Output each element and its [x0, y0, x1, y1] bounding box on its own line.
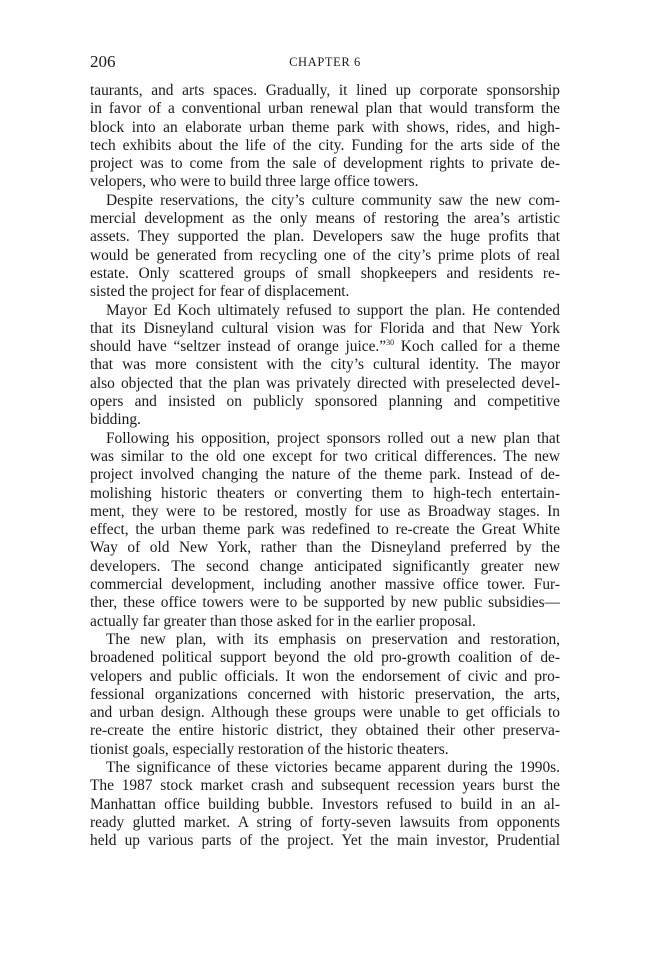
text-line: opers and insisted on publicly sponsored planning and competitive	[90, 393, 560, 411]
text-line: sisted the project for fear of displacement.	[90, 283, 350, 301]
text-line: project involved changing the nature of the theme park. Instead of de-	[90, 466, 560, 484]
text-line: ther, these office towers were to be supported by new public subsidies—	[90, 594, 560, 612]
text-line: was similar to the old one except for two critical differences. The new	[90, 447, 560, 465]
text-line: fessional organizations concerned with historic preservation, the arts,	[90, 685, 560, 703]
text-line: velopers and public officials. It won the endorsement of civic and pro-	[90, 667, 560, 685]
text-line: Despite reservations, the city’s culture community saw the new com-	[106, 191, 560, 209]
text-line: in favor of a conventional urban renewal plan that would transform the	[90, 100, 560, 118]
text-line	[90, 338, 560, 356]
text-line: Following his opposition, project sponsors rolled out a new plan that	[106, 429, 560, 447]
paragraph	[90, 82, 560, 192]
paragraph	[90, 631, 560, 759]
text-line: bidding.	[90, 411, 141, 429]
text-line: also objected that the plan was privately directed with preselected devel-	[90, 374, 560, 392]
text-line: effect, the urban theme park was redefined to re-create the Great White	[90, 521, 560, 539]
text-line: would be generated from recycling one of the city’s prime plots of real	[90, 246, 560, 264]
text-line: broadened political support beyond the old pro-growth coalition of de-	[90, 649, 560, 667]
paragraph	[90, 430, 560, 631]
text-line: tionist goals, especially restoration of the historic theaters.	[90, 740, 449, 758]
text-line: molishing historic theaters or converting them to high-tech entertain-	[90, 484, 560, 502]
text-line: developers. The second change anticipated significantly greater new	[90, 557, 560, 575]
book-page	[90, 52, 560, 850]
text-line: assets. They supported the plan. Developers saw the huge profits that	[90, 228, 560, 246]
text-line: and urban design. Although these groups were unable to get officials to	[90, 704, 560, 722]
running-head	[90, 52, 560, 78]
text-line: commercial development, including another massive office tower. Fur-	[90, 576, 560, 594]
page-number: 206	[90, 52, 116, 71]
text-line: tech exhibits about the life of the city. Funding for the arts side of the	[90, 136, 560, 154]
text-line: that was more consistent with the city’s cultural identity. The mayor	[90, 356, 560, 374]
text-line: ready glutted market. A string of forty-seven lawsuits from opponents	[90, 813, 560, 831]
text-fragment: should have “seltzer instead of orange juice.”	[90, 338, 387, 356]
chapter-heading: CHAPTER 6	[289, 55, 361, 69]
text-line: ment, they were to be restored, mostly for use as Broadway stages. In	[90, 502, 560, 520]
text-line: taurants, and arts spaces. Gradually, it lined up corporate sponsorship	[90, 82, 560, 99]
text-line: block into an elaborate urban theme park with shows, rides, and high-	[90, 118, 560, 136]
text-fragment: Koch called for a theme	[394, 338, 560, 356]
footnote-marker: 30	[386, 338, 395, 348]
text-line: re-create the entire historic district, they obtained their other preserva-	[90, 722, 560, 740]
text-line: Way of old New York, rather than the Disneyland preferred by the	[90, 539, 560, 557]
text-line: estate. Only scattered groups of small shopkeepers and residents re-	[90, 264, 560, 282]
text-line: The new plan, with its emphasis on preservation and restoration,	[106, 630, 560, 648]
text-line: project was to come from the sale of development rights to private de-	[90, 155, 560, 173]
paragraph	[90, 302, 560, 430]
text-line: Manhattan office building bubble. Investors refused to build in an al-	[90, 795, 560, 813]
paragraph	[90, 759, 560, 850]
text-line: mercial development as the only means of restoring the area’s artistic	[90, 210, 560, 228]
text-line: Mayor Ed Koch ultimately refused to support the plan. He contended	[106, 301, 560, 319]
body-text	[90, 82, 560, 850]
text-line: that its Disneyland cultural vision was for Florida and that New York	[90, 319, 560, 337]
paragraph	[90, 192, 560, 302]
text-line: The significance of these victories became apparent during the 1990s.	[106, 758, 560, 776]
text-line: The 1987 stock market crash and subsequent recession years burst the	[90, 777, 560, 795]
text-line: held up various parts of the project. Yet the main investor, Prudential	[90, 832, 560, 850]
text-line: velopers, who were to build three large office towers.	[90, 173, 419, 191]
text-line: actually far greater than those asked for in the earlier proposal.	[90, 612, 476, 630]
